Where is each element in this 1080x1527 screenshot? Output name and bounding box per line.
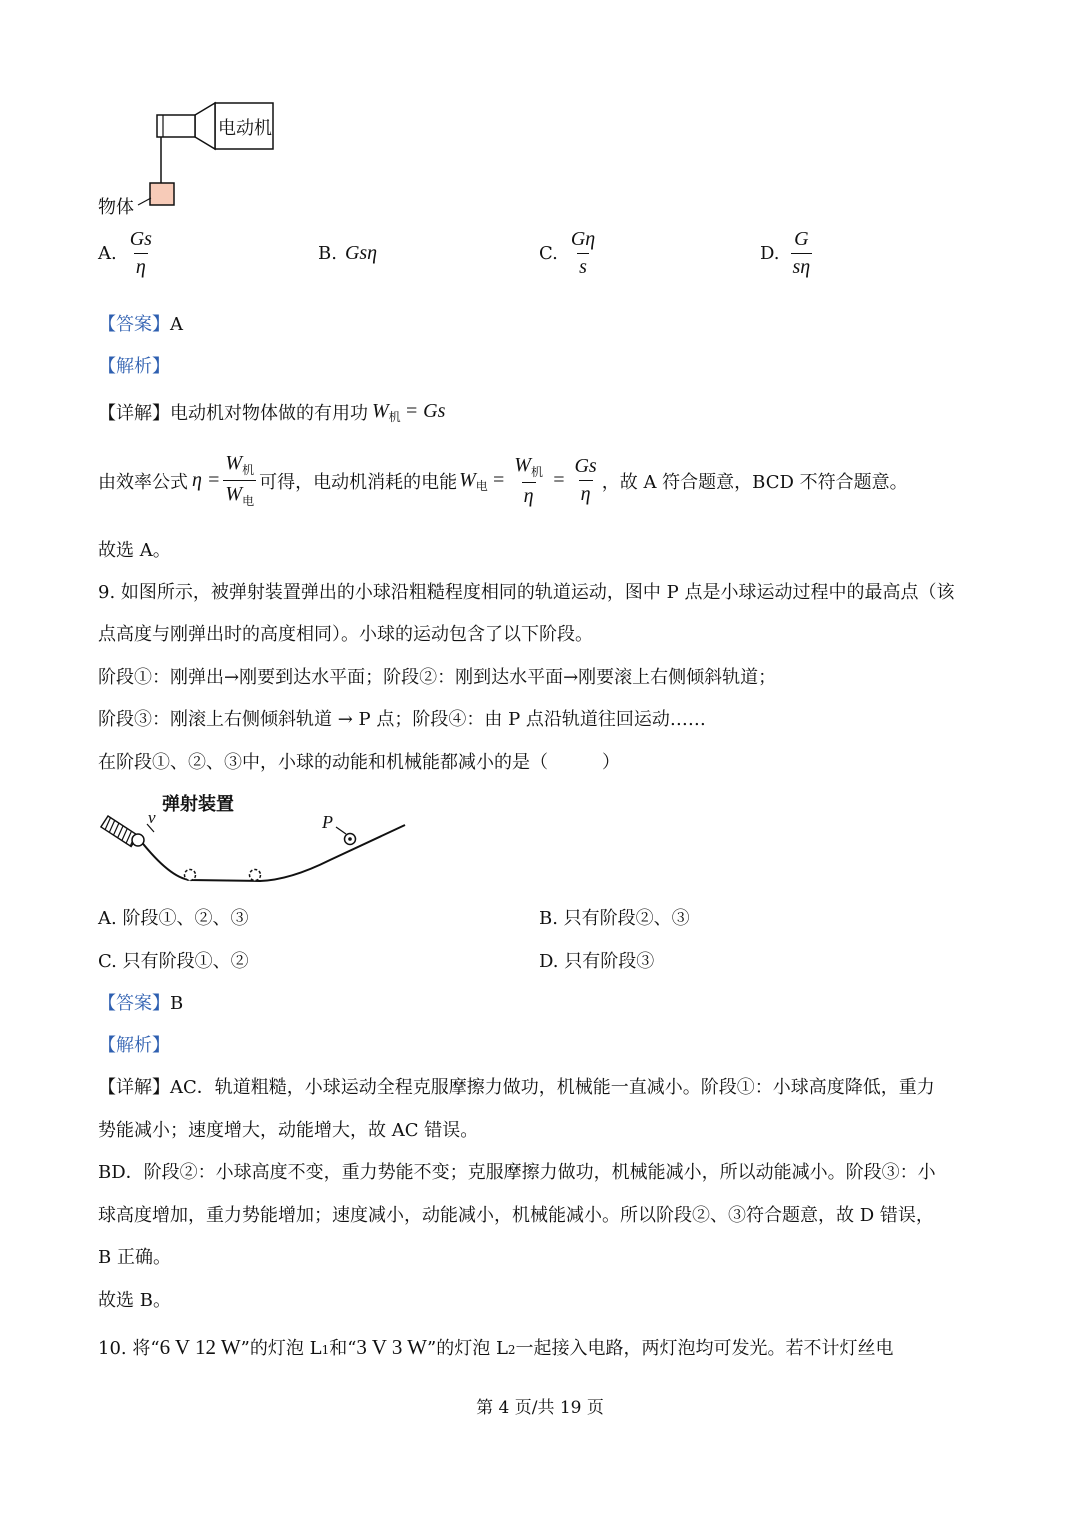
- q8-option-b: B. Gsη: [318, 242, 378, 264]
- q9-detail-line1: 【详解】AC．轨道粗糙，小球运动全程克服摩擦力做功，机械能一直减小。阶段①：小球高度降低，重力: [98, 1077, 935, 1098]
- q8-detail: 【详解】 电动机对物体做的有用功 W $_机$ = Gs: [98, 400, 446, 424]
- q9-option-a: A. 阶段①、②、③: [98, 908, 249, 929]
- q8-option-d: D. $\frac{G}{s\eta}$: [760, 228, 811, 278]
- q9-detail-line4: 球高度增加，重力势能增加；速度减小，动能减小，机械能减小。所以阶段②、③符合题意，故 D 错误，: [98, 1205, 934, 1226]
- q9-stem-line1: 9. 如图所示，被弹射装置弹出的小球沿粗糙程度相同的轨道运动，图中 P 点是小球运动过程中的最高点（该: [98, 582, 955, 603]
- ball-start: [132, 834, 144, 846]
- launcher-label: 弹射装置: [162, 794, 234, 815]
- q9-question: 在阶段①、②、③中，小球的动能和机械能都减小的是（ ）: [98, 752, 620, 773]
- q9-option-c: C. 只有阶段①、②: [98, 951, 249, 972]
- q8-efficiency-line: 由效率公式 η = $\frac{W_机}{W_电}$ 可得，电动机消耗的电能 W $_电$ = $\frac{W_机}{\eta}$ = $\frac{Gs}{\eta}$ ，故 A 符合题意，BCD 不符合题意。: [98, 452, 908, 508]
- q8-answer: 【答案】A: [98, 314, 183, 335]
- q8-option-a: A. $\frac{Gs}{\eta}$: [98, 228, 152, 278]
- q9-stage-line1: 阶段①：刚弹出→刚要到达水平面；阶段②：刚到达水平面→刚要滚上右侧倾斜轨道；: [98, 667, 777, 688]
- q8-conclusion: 故选 A。: [98, 540, 171, 561]
- q9-detail-line2: 势能减小；速度增大，动能增大，故 AC 错误。: [98, 1120, 479, 1141]
- q9-analysis-tag: 【解析】: [98, 1035, 170, 1056]
- q9-option-d: D. 只有阶段③: [539, 951, 655, 972]
- velocity-label: v: [148, 808, 156, 827]
- q9-option-b: B. 只有阶段②、③: [539, 908, 690, 929]
- q9-stem-line2: 点高度与刚弹出时的高度相同）。小球的运动包含了以下阶段。: [98, 624, 593, 645]
- motor-label: 电动机: [218, 118, 272, 139]
- ball-1: [185, 870, 196, 881]
- motor-cone: [195, 103, 215, 149]
- object-pointer: [138, 198, 151, 205]
- ball-2: [250, 870, 261, 881]
- q9-detail-line5: B 正确。: [98, 1247, 171, 1268]
- q8-option-c: C. $\frac{G\eta}{s}$: [539, 228, 596, 278]
- track-diagram: [100, 788, 420, 888]
- object-label: 物体: [98, 197, 134, 218]
- track-curve: [140, 825, 405, 881]
- q9-conclusion: 故选 B。: [98, 1290, 171, 1311]
- q9-detail-line3: BD．阶段②：小球高度不变，重力势能不变；克服摩擦力做功，机械能减小，所以动能减小。阶段③：小: [98, 1162, 936, 1183]
- point-p-label: P: [322, 812, 333, 832]
- object-block: [150, 183, 174, 205]
- q9-answer: 【答案】B: [98, 993, 184, 1014]
- q9-stage-line2: 阶段③：刚滚上右侧倾斜轨道 → P 点；阶段④：由 P 点沿轨道往回运动……: [98, 709, 706, 730]
- q8-analysis-tag: 【解析】: [98, 356, 170, 377]
- q10-stem: 10. 将“ 6 V 12 W ”的灯泡 L 1 和“ 3 V 3 W ”的灯泡 L 2 一起接入电路，两灯泡均可发光。若不计灯丝电: [98, 1335, 894, 1359]
- page-footer: 第 4 页/共 19 页: [476, 1398, 604, 1418]
